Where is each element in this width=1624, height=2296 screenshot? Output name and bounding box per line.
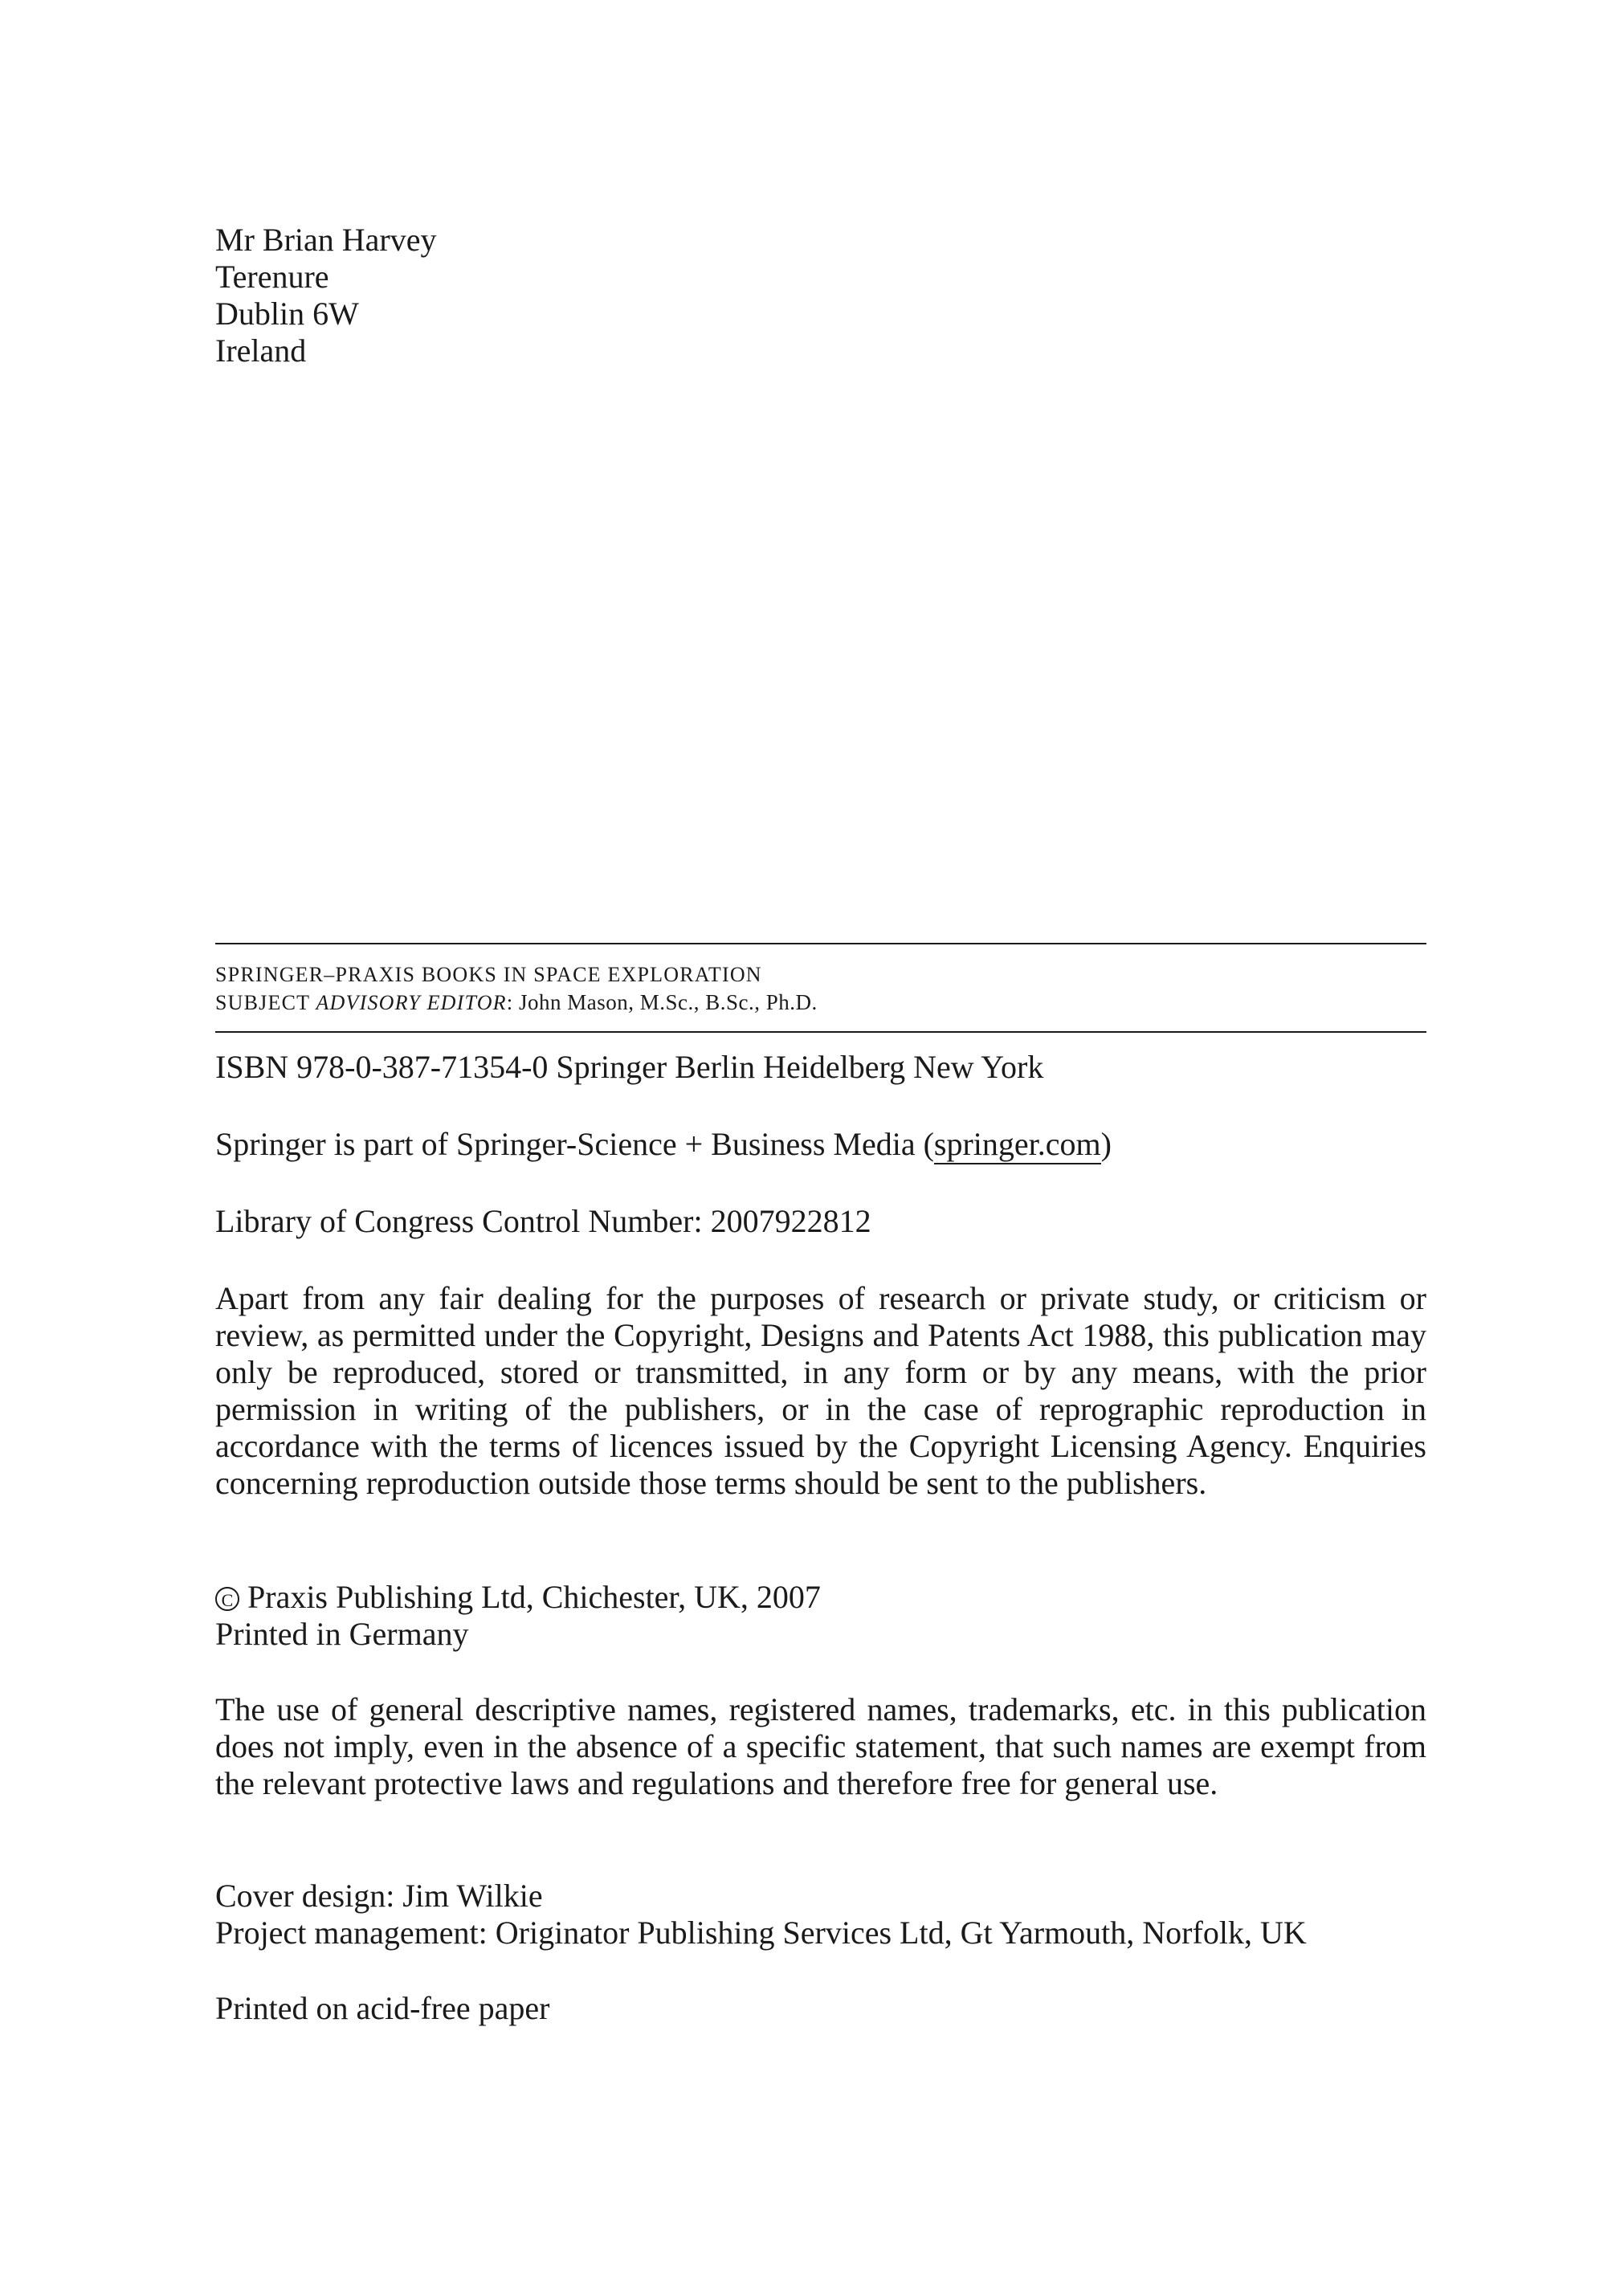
isbn-line: ISBN 978-0-387-71354-0 Springer Berlin Heidelberg New York	[215, 1049, 1044, 1085]
address-line: Dublin 6W	[215, 296, 359, 332]
project-management: Project management: Originator Publishing Services Ltd, Gt Yarmouth, Norfolk, UK	[215, 1915, 1307, 1951]
springer-suffix: )	[1100, 1126, 1112, 1162]
copyright-line	[215, 1579, 1426, 1616]
series-block	[215, 960, 818, 1017]
rights-paragraph: Apart from any fair dealing for the purposes of research or private study, or criticism or review, as permitted under the Copyright, Designs and Patents Act 1988, this publication may only be reproduced, stored or transmitted, in any form or by any means, with the prior permission in writing of the publishers, or in the case of reprographic reproduction in accordance with the terms of licences issued by the Copyright Licensing Agency. Enquiries concerning reproduction outside those terms should be sent to the publishers.	[215, 1280, 1426, 1501]
springer-link[interactable]: springer.com	[934, 1126, 1101, 1164]
author-name: Mr Brian Harvey	[215, 222, 437, 258]
copyright-icon: C	[215, 1587, 239, 1611]
printed-country: Printed in Germany	[215, 1616, 469, 1652]
advisory-label: ADVISORY EDITOR	[316, 991, 507, 1014]
divider-bottom	[215, 1031, 1426, 1033]
author-address	[215, 222, 436, 369]
paper-note: Printed on acid-free paper	[215, 1990, 550, 2026]
subject-label: SUBJECT	[215, 991, 311, 1014]
divider-top	[215, 943, 1426, 944]
address-line: Terenure	[215, 259, 329, 295]
copyright-block	[215, 1579, 1426, 1653]
loc-number: Library of Congress Control Number: 2007922812	[215, 1203, 871, 1239]
cover-design: Cover design: Jim Wilkie	[215, 1878, 543, 1914]
address-line: Ireland	[215, 332, 307, 369]
copyright-text: Praxis Publishing Ltd, Chichester, UK, 2007	[247, 1579, 821, 1615]
editor-name: : John Mason, M.Sc., B.Sc., Ph.D.	[506, 990, 818, 1014]
series-editor-line	[215, 989, 818, 1017]
trademark-paragraph: The use of general descriptive names, registered names, trademarks, etc. in this publication does not imply, even in the absence of a specific statement, that such names are exempt from the relevant protective laws and regulations and therefore free for general use.	[215, 1691, 1426, 1801]
series-title: SPRINGER–PRAXIS BOOKS IN SPACE EXPLORATION	[215, 963, 762, 986]
springer-line	[215, 1126, 1426, 1163]
springer-prefix: Springer is part of Springer-Science + Business Media (	[215, 1126, 934, 1162]
credits-block	[215, 1878, 1426, 1951]
